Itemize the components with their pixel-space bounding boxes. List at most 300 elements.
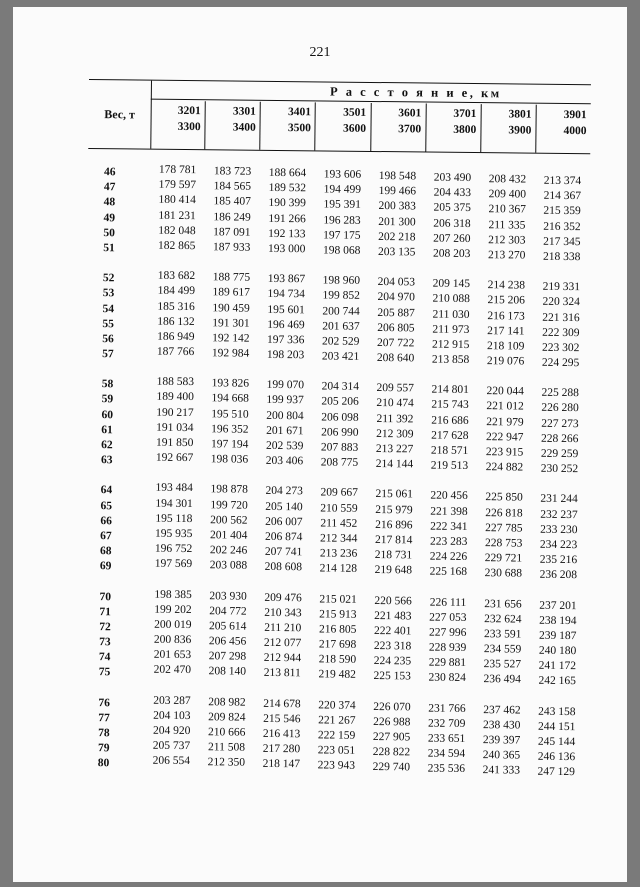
value-cell: 203 135: [377, 245, 416, 259]
table-body: [82, 165, 590, 777]
value-cell: 190 217: [156, 406, 194, 419]
weight-cell: 63: [100, 454, 113, 467]
value-cell: 198 385: [154, 588, 192, 601]
value-cell: 204 970: [377, 291, 415, 304]
distance-ranges: [150, 101, 590, 154]
value-cell: 197 569: [154, 558, 193, 571]
range-from: 3601: [398, 107, 422, 120]
distance-range-header: [481, 104, 537, 153]
value-cell: 180 414: [158, 194, 196, 207]
value-cell: 217 141: [487, 324, 525, 338]
value-cell: 210 088: [432, 292, 470, 306]
range-to: 3300: [177, 120, 201, 134]
value-cell: 205 887: [377, 306, 415, 319]
value-cell: 231 766: [428, 702, 466, 715]
weight-cell: 67: [100, 530, 112, 543]
value-cell: 215 743: [431, 399, 469, 412]
value-cell: 206 990: [321, 426, 359, 439]
weight-cell: 55: [102, 317, 114, 330]
value-cell: 226 111: [429, 596, 467, 609]
value-cell: 182 048: [158, 224, 196, 237]
value-cell: 223 318: [373, 640, 412, 653]
value-cell: 226 070: [373, 700, 411, 714]
value-cell: 222 401: [373, 624, 412, 638]
value-cell: 205 614: [209, 620, 247, 633]
value-cell: 207 298: [208, 650, 247, 663]
value-cell: 232 624: [484, 612, 522, 626]
tariff-table: [82, 79, 591, 792]
value-cell: 199 466: [378, 185, 417, 198]
distance-range-header: [150, 101, 206, 150]
value-cell: 198 960: [322, 274, 361, 287]
value-cell: 218 731: [374, 549, 413, 562]
value-cell: 203 088: [209, 559, 248, 572]
value-cell: 187 091: [213, 226, 251, 239]
value-cell: 229 740: [372, 761, 411, 774]
value-cell: 201 404: [209, 529, 248, 542]
value-cell: 232 709: [428, 717, 466, 730]
value-cell: 213 858: [431, 353, 470, 367]
value-cell: 213 236: [319, 547, 358, 560]
value-cell: 179 597: [158, 178, 197, 192]
value-cell: 204 772: [209, 604, 247, 618]
value-cell: 206 456: [208, 635, 247, 648]
value-cell: 194 734: [267, 288, 306, 301]
value-cell: 237 462: [483, 703, 521, 717]
value-cell: 209 476: [264, 591, 302, 604]
value-cell: 187 766: [156, 345, 195, 359]
value-cell: 214 367: [543, 189, 582, 203]
value-cell: 201 671: [266, 424, 304, 438]
value-cell: 220 324: [542, 296, 580, 309]
value-cell: 202 539: [265, 439, 304, 453]
value-cell: 223 943: [317, 759, 356, 773]
row-group: [86, 269, 589, 370]
value-cell: 208 432: [488, 173, 527, 186]
value-cell: 192 984: [211, 347, 250, 360]
value-cell: 228 266: [541, 432, 579, 445]
value-cell: 217 814: [374, 533, 413, 547]
value-cell: 201 653: [153, 648, 192, 662]
value-cell: 229 259: [540, 447, 579, 461]
value-cell: 202 246: [209, 544, 248, 557]
value-cell: 208 203: [432, 247, 471, 260]
value-cell: 196 469: [267, 318, 305, 331]
value-cell: 190 459: [212, 301, 250, 315]
value-cell: 233 230: [540, 523, 578, 536]
value-cell: 215 206: [487, 294, 525, 307]
value-cell: 233 651: [427, 732, 466, 745]
value-cell: 205 140: [265, 500, 303, 513]
value-cell: 226 818: [485, 506, 523, 520]
value-cell: 240 180: [538, 644, 577, 658]
value-cell: 219 648: [374, 564, 413, 577]
value-cell: 212 915: [431, 338, 470, 351]
value-cell: 207 722: [377, 336, 415, 350]
value-cell: 184 499: [157, 285, 196, 298]
weight-cell: 74: [98, 651, 111, 664]
value-cell: 210 367: [488, 203, 526, 216]
value-cell: 235 536: [427, 762, 466, 776]
distance-range-header: [371, 103, 427, 152]
value-cell: 247 129: [537, 766, 576, 779]
value-cell: 199 852: [322, 289, 360, 303]
range-from: 3301: [232, 105, 256, 118]
value-cell: 219 513: [430, 459, 469, 473]
weight-column-header: Вес, т: [88, 80, 152, 149]
value-cell: 199 937: [266, 394, 304, 407]
weight-cell: 80: [97, 757, 110, 770]
value-cell: 207 741: [264, 545, 303, 559]
value-cell: 202 218: [378, 230, 416, 244]
value-cell: 229 721: [484, 552, 523, 565]
value-cell: 221 012: [486, 400, 524, 414]
range-from: 3201: [177, 104, 201, 118]
value-cell: 217 345: [543, 235, 581, 248]
value-cell: 217 698: [318, 638, 357, 651]
value-cell: 204 920: [152, 724, 191, 738]
value-cell: 213 374: [543, 174, 582, 188]
weight-cell: 59: [101, 393, 114, 406]
value-cell: 225 850: [485, 491, 523, 504]
value-cell: 214 144: [375, 458, 414, 471]
value-cell: 214 238: [487, 279, 526, 292]
distance-range-header: [261, 102, 317, 151]
value-cell: 227 996: [428, 626, 467, 639]
range-to: 3800: [453, 123, 477, 137]
weight-cell: 52: [102, 272, 115, 285]
range-from: 3401: [287, 106, 312, 119]
weight-cell: 78: [98, 727, 110, 740]
value-cell: 209 667: [320, 486, 358, 500]
value-cell: 206 098: [321, 411, 359, 424]
value-cell: 222 341: [430, 520, 468, 533]
weight-cell: 66: [100, 514, 112, 528]
value-cell: 191 034: [156, 421, 194, 434]
value-cell: 194 499: [323, 183, 362, 197]
value-cell: 215 979: [375, 503, 413, 516]
weight-cell: 51: [103, 242, 115, 255]
value-cell: 231 656: [484, 597, 522, 611]
value-cell: 235 216: [539, 553, 578, 567]
value-cell: 198 878: [210, 483, 248, 497]
value-cell: 210 559: [320, 502, 358, 515]
value-cell: 234 594: [427, 747, 466, 761]
table-header: [88, 79, 591, 154]
value-cell: 193 826: [211, 377, 250, 390]
value-cell: 195 601: [267, 303, 305, 316]
value-cell: 197 194: [210, 438, 249, 451]
value-cell: 222 159: [317, 729, 356, 742]
value-cell: 195 391: [323, 198, 361, 212]
value-cell: 222 947: [486, 430, 524, 444]
value-cell: 227 053: [429, 611, 467, 624]
value-cell: 209 557: [376, 382, 415, 395]
value-cell: 219 482: [318, 668, 357, 682]
weight-cell: 73: [99, 636, 111, 649]
value-cell: 188 583: [156, 375, 195, 389]
value-cell: 211 508: [207, 741, 246, 754]
value-cell: 207 260: [433, 232, 471, 245]
value-cell: 215 359: [543, 205, 581, 218]
value-cell: 237 201: [539, 599, 577, 612]
value-cell: 205 737: [152, 739, 191, 753]
value-cell: 212 077: [263, 636, 302, 650]
value-cell: 218 147: [262, 758, 301, 771]
value-cell: 194 301: [155, 497, 193, 510]
value-cell: 213 811: [263, 667, 301, 680]
weight-cell: 49: [103, 211, 116, 224]
value-cell: 187 933: [212, 241, 251, 254]
weight-cell: 46: [103, 166, 116, 179]
value-cell: 220 044: [486, 385, 524, 398]
value-cell: 216 173: [487, 309, 525, 323]
weight-cell: 72: [99, 621, 111, 634]
value-cell: 225 288: [541, 387, 579, 400]
value-cell: 197 175: [323, 229, 361, 242]
value-cell: 201 637: [322, 320, 360, 333]
weight-cell: 53: [102, 287, 115, 300]
value-cell: 218 338: [542, 250, 581, 264]
value-cell: 183 723: [213, 165, 252, 178]
value-cell: 193 867: [267, 273, 306, 286]
value-cell: 197 336: [267, 333, 305, 347]
weight-cell: 77: [98, 711, 110, 725]
value-cell: 212 303: [488, 233, 526, 247]
weight-cell: 76: [98, 696, 111, 709]
value-cell: 221 483: [374, 609, 412, 623]
value-cell: 228 753: [484, 537, 523, 550]
value-cell: 224 235: [373, 655, 412, 668]
row-group: [84, 482, 587, 582]
value-cell: 234 223: [539, 538, 578, 552]
value-cell: 214 678: [263, 697, 301, 710]
value-cell: 210 474: [376, 397, 414, 410]
value-cell: 200 744: [322, 304, 360, 318]
value-cell: 226 988: [373, 715, 411, 729]
value-cell: 223 302: [541, 341, 580, 355]
value-cell: 208 640: [376, 352, 415, 365]
range-from: 3701: [453, 107, 477, 121]
distance-range-header: [536, 105, 591, 154]
value-cell: 213 270: [487, 249, 526, 262]
value-cell: 221 979: [486, 415, 524, 429]
weight-cell: 65: [100, 499, 113, 512]
value-cell: 200 804: [266, 409, 304, 422]
value-cell: 216 686: [431, 414, 469, 427]
value-cell: 212 344: [319, 532, 358, 545]
page-number: 221: [309, 45, 331, 60]
weight-cell: 79: [97, 742, 110, 755]
value-cell: 206 554: [152, 755, 191, 768]
weight-cell: 62: [101, 439, 113, 452]
value-cell: 221 398: [430, 505, 468, 518]
weight-cell: 56: [102, 333, 114, 346]
value-cell: 211 335: [488, 218, 526, 232]
value-cell: 210 343: [264, 606, 302, 619]
value-cell: 185 316: [157, 300, 195, 313]
value-cell: 193 000: [267, 242, 306, 256]
value-cell: 186 132: [157, 315, 195, 328]
weight-cell: 68: [99, 545, 112, 558]
value-cell: 183 682: [157, 269, 196, 283]
weight-cell: 48: [103, 196, 116, 209]
value-cell: 195 935: [154, 527, 193, 541]
value-cell: 214 801: [431, 383, 470, 397]
distance-range-header: [205, 101, 261, 150]
value-cell: 189 532: [268, 182, 307, 195]
value-cell: 209 400: [488, 188, 527, 201]
value-cell: 204 053: [377, 276, 416, 289]
value-cell: 206 318: [433, 217, 471, 230]
weight-cell: 57: [102, 348, 114, 361]
value-cell: 233 591: [483, 628, 522, 641]
range-to: 3600: [342, 122, 367, 135]
value-cell: 213 227: [375, 443, 414, 456]
value-cell: 205 206: [321, 395, 359, 409]
value-cell: 217 628: [431, 429, 469, 442]
value-cell: 196 352: [211, 423, 249, 436]
value-cell: 193 484: [155, 482, 193, 495]
value-cell: 225 168: [429, 565, 468, 579]
distance-range-header: [316, 102, 372, 151]
value-cell: 195 510: [211, 407, 249, 421]
value-cell: 206 805: [377, 321, 415, 335]
weight-cell: 54: [102, 302, 115, 315]
value-cell: 207 883: [320, 441, 359, 454]
value-cell: 200 383: [378, 200, 416, 213]
value-cell: 198 036: [210, 453, 249, 466]
value-cell: 209 145: [432, 277, 471, 291]
range-from: 3901: [563, 108, 587, 122]
value-cell: 210 666: [207, 726, 246, 739]
value-cell: 190 399: [268, 197, 306, 210]
value-cell: 212 350: [207, 756, 246, 770]
value-cell: 204 314: [321, 380, 360, 394]
value-cell: 200 019: [154, 618, 192, 631]
value-cell: 212 944: [263, 652, 302, 665]
weight-cell: 60: [101, 408, 114, 421]
weight-cell: 61: [101, 423, 113, 437]
value-cell: 218 590: [318, 653, 357, 667]
value-cell: 219 076: [486, 355, 525, 368]
value-cell: 223 283: [429, 535, 468, 548]
value-cell: 216 352: [543, 220, 581, 233]
value-cell: 192 133: [268, 227, 306, 241]
value-cell: 202 470: [153, 664, 192, 677]
value-cell: 203 406: [265, 455, 304, 468]
value-cell: 204 273: [265, 485, 303, 498]
value-cell: 239 187: [538, 629, 577, 643]
value-cell: 215 546: [263, 712, 301, 726]
value-cell: 199 070: [266, 379, 305, 392]
range-to: 3900: [508, 124, 532, 137]
value-cell: 218 571: [430, 444, 469, 457]
weight-cell: 75: [98, 666, 111, 679]
value-cell: 186 249: [213, 210, 251, 224]
value-cell: 229 881: [428, 656, 467, 670]
value-cell: 215 021: [319, 592, 357, 606]
value-cell: 220 456: [430, 489, 468, 503]
value-cell: 241 172: [538, 659, 577, 673]
value-cell: 211 030: [432, 308, 470, 321]
value-cell: 223 915: [485, 446, 524, 459]
value-cell: 189 400: [156, 391, 194, 404]
value-cell: 208 775: [320, 456, 359, 470]
value-cell: 231 244: [540, 493, 578, 506]
range-to: 4000: [563, 124, 587, 138]
value-cell: 234 559: [483, 643, 522, 656]
value-cell: 185 407: [213, 195, 251, 209]
distance-range-header: [426, 104, 482, 153]
value-cell: 226 280: [541, 402, 579, 415]
value-cell: 230 688: [484, 567, 523, 580]
value-cell: 206 007: [265, 515, 303, 529]
value-cell: 238 194: [539, 614, 577, 627]
value-cell: 189 617: [212, 286, 251, 300]
value-cell: 191 301: [212, 316, 250, 330]
range-from: 3501: [343, 106, 367, 119]
value-cell: 191 850: [155, 436, 194, 450]
value-cell: 235 527: [483, 658, 522, 671]
value-cell: 217 280: [262, 743, 301, 756]
value-cell: 224 295: [541, 356, 580, 370]
value-cell: 198 068: [322, 244, 361, 257]
value-cell: 199 720: [210, 498, 248, 512]
value-cell: 203 490: [433, 171, 472, 185]
range-to: 3700: [398, 123, 422, 136]
value-cell: 178 781: [158, 163, 197, 177]
value-cell: 238 430: [483, 718, 521, 732]
value-cell: 196 752: [154, 542, 193, 556]
value-cell: 223 051: [317, 744, 356, 758]
value-cell: 242 165: [538, 675, 576, 688]
value-cell: 221 316: [542, 311, 580, 324]
value-cell: 236 208: [539, 569, 578, 582]
row-group: [85, 375, 588, 476]
value-cell: 245 144: [537, 735, 576, 749]
value-cell: 193 606: [323, 168, 362, 181]
value-cell: 208 982: [208, 695, 246, 709]
value-cell: 186 949: [157, 330, 195, 343]
weight-cell: 69: [99, 560, 112, 573]
distance-header: Р а с с т о я н и е, км: [151, 81, 591, 105]
value-cell: 199 202: [154, 603, 192, 616]
value-cell: 215 913: [319, 608, 357, 621]
value-cell: 198 548: [378, 170, 417, 183]
value-cell: 208 140: [208, 665, 247, 679]
weight-cell: 47: [103, 181, 116, 194]
value-cell: 204 103: [153, 709, 191, 722]
row-group: [87, 163, 590, 264]
value-cell: 208 608: [264, 561, 303, 574]
value-cell: 211 452: [320, 517, 358, 530]
weight-cell: 70: [99, 590, 112, 603]
value-cell: 214 128: [319, 562, 358, 576]
value-cell: 203 421: [321, 350, 360, 363]
value-cell: 224 226: [429, 550, 468, 564]
value-cell: 202 529: [322, 335, 360, 348]
value-cell: 211 973: [432, 323, 470, 336]
value-cell: 209 824: [208, 711, 246, 724]
value-cell: 227 785: [485, 521, 523, 535]
value-cell: 236 494: [483, 673, 521, 686]
value-cell: 239 397: [482, 734, 521, 747]
value-cell: 194 668: [211, 392, 249, 406]
weight-cell: 58: [101, 378, 114, 391]
value-cell: 191 266: [268, 212, 306, 225]
value-cell: 200 562: [210, 514, 248, 527]
